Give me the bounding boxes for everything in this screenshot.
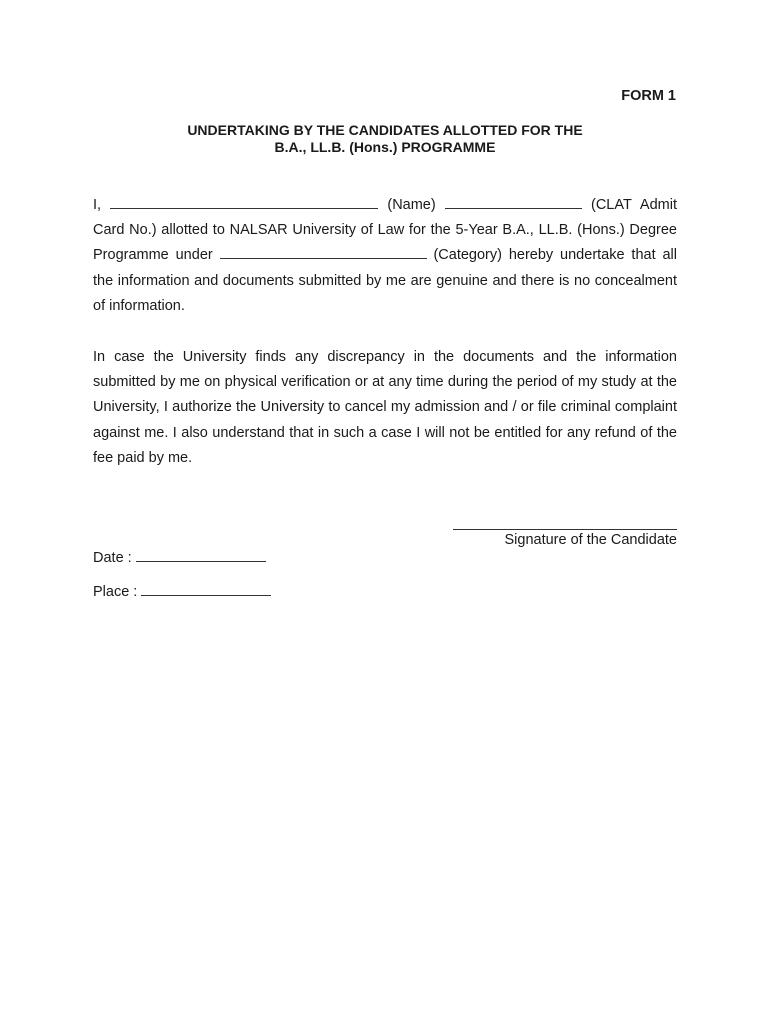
category-blank-field[interactable]	[220, 246, 427, 259]
discrepancy-paragraph: In case the University finds any discrepancy in the documents and the information submitted by me on physical verification or at any time during the period of my study at the University, I authorize the University to cancel my admission and / or file criminal complaint against me. I also understand that in such a case I will not be entitled for any refund of the fee paid by me.	[93, 349, 677, 466]
form-heading	[0, 122, 770, 156]
paragraph-prefix: I,	[93, 197, 111, 213]
heading-line-2: B.A., LL.B. (Hons.) PROGRAMME	[274, 139, 496, 155]
name-blank-field[interactable]	[110, 196, 378, 209]
heading-line-1: UNDERTAKING BY THE CANDIDATES ALLOTTED FOR THE	[187, 122, 583, 138]
name-label: (Name)	[378, 197, 445, 213]
signature-line[interactable]	[453, 529, 677, 530]
signature-label: Signature of the Candidate	[504, 532, 677, 548]
clat-admit-card-blank-field[interactable]	[445, 196, 582, 209]
form-number: FORM 1	[621, 88, 676, 104]
place-blank-field[interactable]	[141, 583, 271, 596]
category-undertaking-text: (Category) hereby undertake that all the information and documents submitted by me are genuine and there is no concealment of information.	[93, 247, 678, 314]
place-label: Place :	[93, 584, 142, 600]
date-label: Date :	[93, 550, 136, 566]
place-row	[93, 583, 271, 600]
date-row	[93, 549, 266, 566]
date-blank-field[interactable]	[136, 549, 266, 562]
clat-allotment-text: (CLAT Admit Card No.) allotted to NALSAR University of Law for the 5-Year B.A., LL.B. (Hons.) Degree Programme under	[93, 197, 677, 264]
undertaking-paragraph	[93, 193, 677, 319]
